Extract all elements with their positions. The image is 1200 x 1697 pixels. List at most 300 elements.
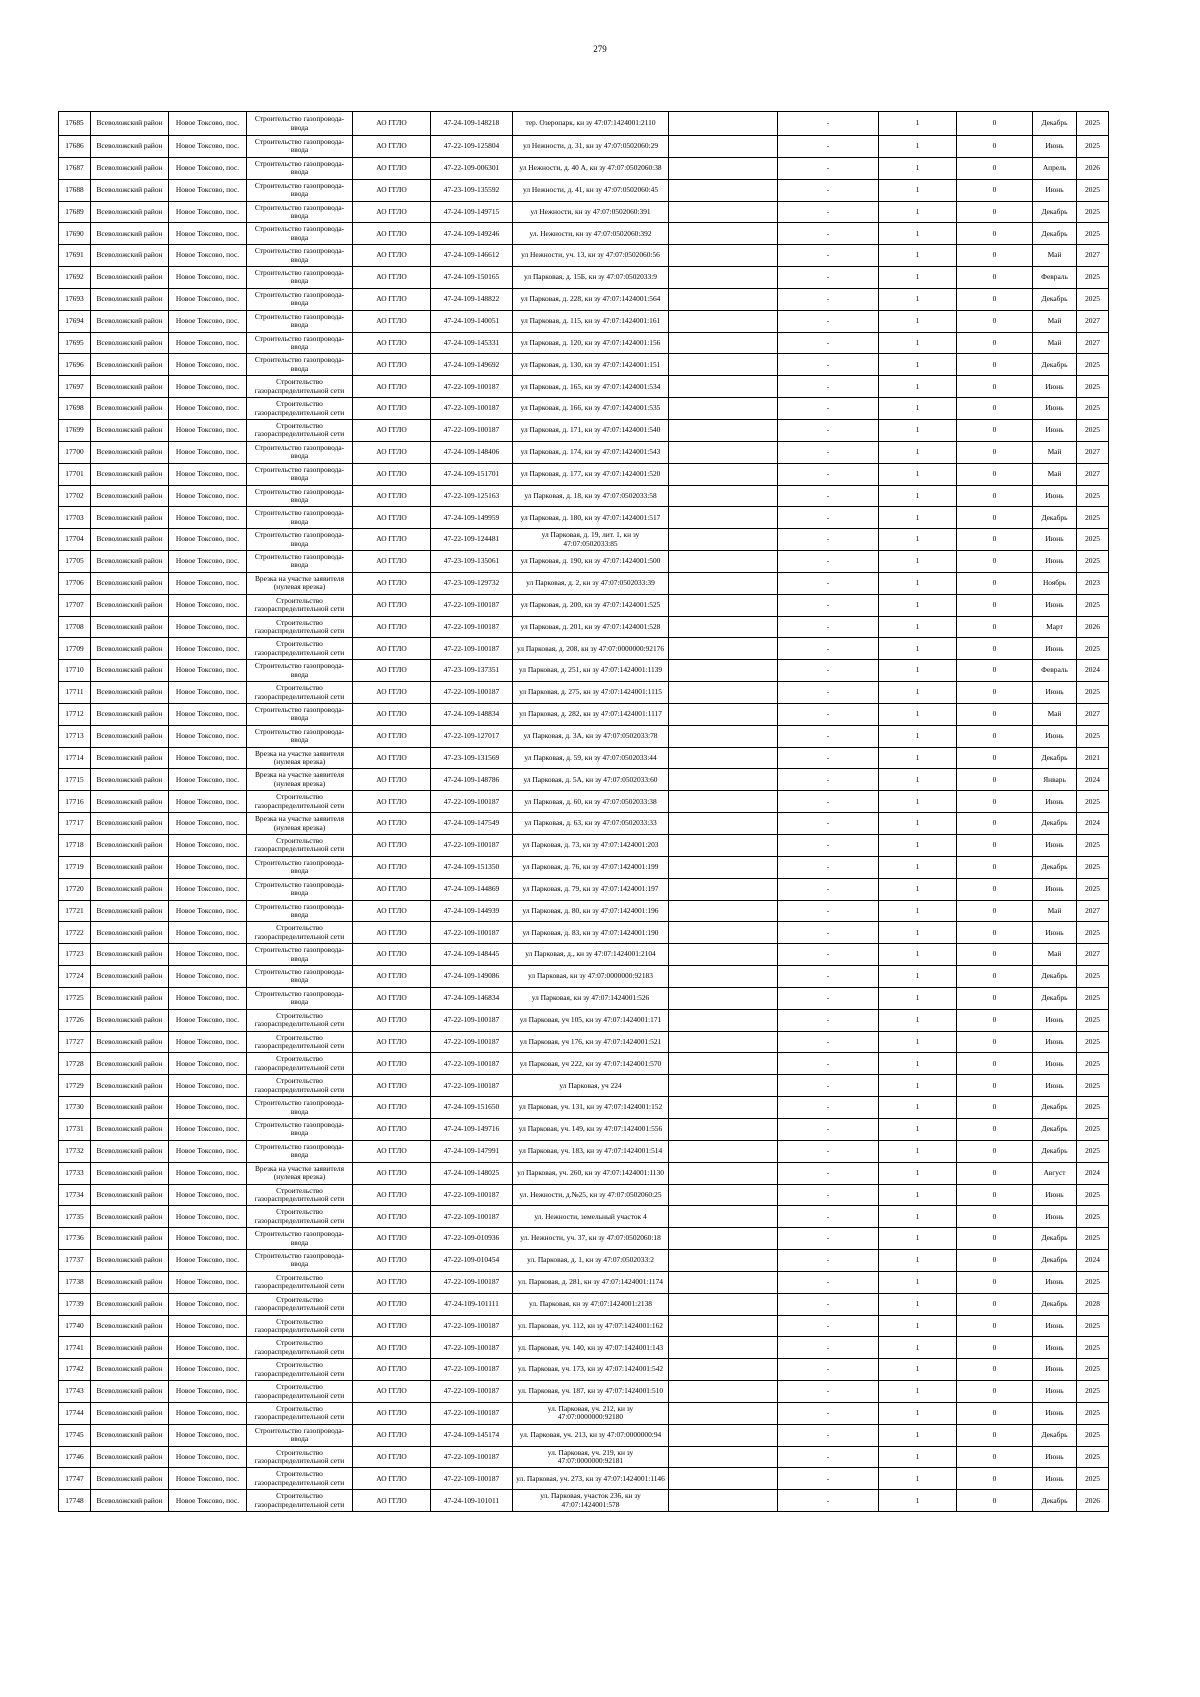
dash-cell: - [778,1402,879,1424]
month-cell: Декабрь [1033,1118,1077,1140]
row-number-cell: 17730 [59,1097,91,1119]
application-id-cell: 47-24-109-146612 [431,245,513,267]
settlement-cell: Новое Токсово, пос. [169,725,247,747]
dash-cell: - [778,1424,879,1446]
settlement-cell: Новое Токсово, пос. [169,769,247,791]
month-cell: Июнь [1033,791,1077,813]
operator-cell: АО ГГЛО [353,441,431,463]
year-cell: 2025 [1077,1402,1109,1424]
dash-cell: - [778,1250,879,1272]
table-row [59,267,1109,289]
dash-cell: - [778,332,879,354]
year-cell: 2025 [1077,223,1109,245]
operator-cell: АО ГГЛО [353,987,431,1009]
district-cell: Всеволожский район [91,354,169,376]
row-number-cell: 17696 [59,354,91,376]
application-id-cell: 47-22-109-010936 [431,1228,513,1250]
year-cell: 2028 [1077,1293,1109,1315]
work-type-cell: Строительство газопровода-ввода [247,332,353,354]
work-type-cell: Строительство газопровода-ввода [247,136,353,158]
zero-cell: 0 [957,1162,1033,1184]
operator-cell: АО ГГЛО [353,1118,431,1140]
row-number-cell: 17740 [59,1315,91,1337]
settlement-cell: Новое Токсово, пос. [169,1097,247,1119]
quantity-cell: 1 [879,856,957,878]
settlement-cell: Новое Токсово, пос. [169,463,247,485]
dash-cell: - [778,1468,879,1490]
month-cell: Декабрь [1033,1228,1077,1250]
blank-cell [669,835,778,857]
zero-cell: 0 [957,878,1033,900]
year-cell: 2024 [1077,769,1109,791]
application-id-cell: 47-24-109-147991 [431,1140,513,1162]
district-cell: Всеволожский район [91,1446,169,1468]
district-cell: Всеволожский район [91,136,169,158]
month-cell: Декабрь [1033,112,1077,136]
table-row [59,1053,1109,1075]
year-cell: 2027 [1077,441,1109,463]
address-cell: ул Парковая, уч 222, кн зу 47:07:1424001:570 [513,1053,669,1075]
quantity-cell: 1 [879,791,957,813]
address-cell: ул Нежности, д. 41, кн зу 47:07:0502060:45 [513,179,669,201]
work-type-cell: Строительство газопровода-ввода [247,179,353,201]
year-cell: 2025 [1077,878,1109,900]
quantity-cell: 1 [879,1118,957,1140]
zero-cell: 0 [957,223,1033,245]
zero-cell: 0 [957,987,1033,1009]
quantity-cell: 1 [879,1031,957,1053]
address-cell: ул Парковая, д. 2, кн зу 47:07:0502033:39 [513,572,669,594]
blank-cell [669,136,778,158]
row-number-cell: 17723 [59,944,91,966]
blank-cell [669,419,778,441]
district-cell: Всеволожский район [91,310,169,332]
zero-cell: 0 [957,703,1033,725]
year-cell: 2025 [1077,529,1109,551]
table-row [59,616,1109,638]
table-row [59,310,1109,332]
district-cell: Всеволожский район [91,1053,169,1075]
quantity-cell: 1 [879,922,957,944]
application-id-cell: 47-24-109-151650 [431,1097,513,1119]
address-cell: ул. Парковая, уч. 187, кн зу 47:07:1424001:510 [513,1381,669,1403]
dash-cell: - [778,223,879,245]
blank-cell [669,551,778,573]
application-id-cell: 47-22-109-100187 [431,376,513,398]
address-cell: ул Парковая, д., кн зу 47:07:1424001:2104 [513,944,669,966]
year-cell: 2025 [1077,398,1109,420]
year-cell: 2025 [1077,987,1109,1009]
operator-cell: АО ГГЛО [353,813,431,835]
operator-cell: АО ГГЛО [353,529,431,551]
address-cell: ул. Парковая, участок 236, кн зу 47:07:1424001:578 [513,1490,669,1512]
quantity-cell: 1 [879,223,957,245]
zero-cell: 0 [957,1250,1033,1272]
settlement-cell: Новое Токсово, пос. [169,1293,247,1315]
application-id-cell: 47-22-109-100187 [431,1337,513,1359]
address-cell: ул Нежности, уч. 13, кн зу 47:07:0502060:56 [513,245,669,267]
settlement-cell: Новое Токсово, пос. [169,1184,247,1206]
district-cell: Всеволожский район [91,112,169,136]
row-number-cell: 17710 [59,660,91,682]
blank-cell [669,507,778,529]
year-cell: 2025 [1077,856,1109,878]
district-cell: Всеволожский район [91,725,169,747]
application-id-cell: 47-24-109-149959 [431,507,513,529]
operator-cell: АО ГГЛО [353,179,431,201]
dash-cell: - [778,856,879,878]
blank-cell [669,332,778,354]
month-cell: Декабрь [1033,966,1077,988]
application-id-cell: 47-24-109-144869 [431,878,513,900]
quantity-cell: 1 [879,1184,957,1206]
month-cell: Декабрь [1033,813,1077,835]
district-cell: Всеволожский район [91,1468,169,1490]
application-id-cell: 47-22-109-100187 [431,594,513,616]
district-cell: Всеволожский район [91,441,169,463]
blank-cell [669,1009,778,1031]
district-cell: Всеволожский район [91,398,169,420]
blank-cell [669,769,778,791]
year-cell: 2025 [1077,1424,1109,1446]
table-row [59,1424,1109,1446]
page-number: 279 [593,44,607,54]
address-cell: ул Парковая, кн зу 47:07:1424001:526 [513,987,669,1009]
month-cell: Декабрь [1033,856,1077,878]
month-cell: Июнь [1033,1206,1077,1228]
table-row [59,1337,1109,1359]
operator-cell: АО ГГЛО [353,1315,431,1337]
address-cell: ул Парковая, д. 120, кн зу 47:07:1424001:156 [513,332,669,354]
dash-cell: - [778,835,879,857]
blank-cell [669,1097,778,1119]
address-cell: ул Парковая, д. 174, кн зу 47:07:1424001:543 [513,441,669,463]
month-cell: Февраль [1033,267,1077,289]
year-cell: 2027 [1077,310,1109,332]
address-cell: ул. Парковая, кн зу 47:07:1424001:2138 [513,1293,669,1315]
address-cell: ул Нежности, д. 31, кн зу 47:07:0502060:29 [513,136,669,158]
dash-cell: - [778,1009,879,1031]
blank-cell [669,1381,778,1403]
zero-cell: 0 [957,1381,1033,1403]
month-cell: Июнь [1033,1337,1077,1359]
operator-cell: АО ГГЛО [353,463,431,485]
quantity-cell: 1 [879,1250,957,1272]
row-number-cell: 17745 [59,1424,91,1446]
month-cell: Июнь [1033,398,1077,420]
quantity-cell: 1 [879,136,957,158]
district-cell: Всеволожский район [91,179,169,201]
blank-cell [669,966,778,988]
district-cell: Всеволожский район [91,1293,169,1315]
work-type-cell: Строительство газораспределительной сети [247,1337,353,1359]
row-number-cell: 17720 [59,878,91,900]
row-number-cell: 17685 [59,112,91,136]
settlement-cell: Новое Токсово, пос. [169,856,247,878]
work-type-cell: Строительство газораспределительной сети [247,1184,353,1206]
month-cell: Июнь [1033,878,1077,900]
quantity-cell: 1 [879,332,957,354]
table-row [59,376,1109,398]
settlement-cell: Новое Токсово, пос. [169,136,247,158]
address-cell: ул Парковая, д. 130, кн зу 47:07:1424001:151 [513,354,669,376]
quantity-cell: 1 [879,529,957,551]
district-cell: Всеволожский район [91,1490,169,1512]
table-row [59,747,1109,769]
dash-cell: - [778,922,879,944]
month-cell: Декабрь [1033,987,1077,1009]
blank-cell [669,1446,778,1468]
work-type-cell: Строительство газораспределительной сети [247,1031,353,1053]
quantity-cell: 1 [879,551,957,573]
dash-cell: - [778,725,879,747]
work-type-cell: Врезка на участке заявителя (нулевая врезка) [247,769,353,791]
district-cell: Всеволожский район [91,1250,169,1272]
application-id-cell: 47-24-109-151701 [431,463,513,485]
blank-cell [669,441,778,463]
application-id-cell: 47-24-109-147549 [431,813,513,835]
work-type-cell: Строительство газораспределительной сети [247,1053,353,1075]
address-cell: ул Парковая, д. 282, кн зу 47:07:1424001:1117 [513,703,669,725]
work-type-cell: Строительство газопровода-ввода [247,157,353,179]
dash-cell: - [778,1381,879,1403]
row-number-cell: 17724 [59,966,91,988]
work-type-cell: Строительство газопровода-ввода [247,900,353,922]
blank-cell [669,398,778,420]
operator-cell: АО ГГЛО [353,551,431,573]
month-cell: Апрель [1033,157,1077,179]
blank-cell [669,179,778,201]
work-type-cell: Строительство газопровода-ввода [247,245,353,267]
settlement-cell: Новое Токсово, пос. [169,1359,247,1381]
zero-cell: 0 [957,1097,1033,1119]
settlement-cell: Новое Токсово, пос. [169,1468,247,1490]
application-id-cell: 47-22-109-100187 [431,398,513,420]
operator-cell: АО ГГЛО [353,1381,431,1403]
zero-cell: 0 [957,1271,1033,1293]
table-row [59,245,1109,267]
operator-cell: АО ГГЛО [353,485,431,507]
year-cell: 2025 [1077,485,1109,507]
dash-cell: - [778,1490,879,1512]
operator-cell: АО ГГЛО [353,1206,431,1228]
zero-cell: 0 [957,682,1033,704]
blank-cell [669,1031,778,1053]
row-number-cell: 17727 [59,1031,91,1053]
year-cell: 2027 [1077,463,1109,485]
operator-cell: АО ГГЛО [353,419,431,441]
application-id-cell: 47-24-109-146834 [431,987,513,1009]
address-cell: ул Парковая, д. 171, кн зу 47:07:1424001:540 [513,419,669,441]
settlement-cell: Новое Токсово, пос. [169,900,247,922]
month-cell: Март [1033,616,1077,638]
table-row [59,594,1109,616]
work-type-cell: Строительство газораспределительной сети [247,398,353,420]
application-id-cell: 47-24-109-148822 [431,288,513,310]
zero-cell: 0 [957,310,1033,332]
year-cell: 2025 [1077,594,1109,616]
row-number-cell: 17718 [59,835,91,857]
blank-cell [669,463,778,485]
settlement-cell: Новое Токсово, пос. [169,1490,247,1512]
row-number-cell: 17719 [59,856,91,878]
row-number-cell: 17686 [59,136,91,158]
zero-cell: 0 [957,354,1033,376]
row-number-cell: 17731 [59,1118,91,1140]
year-cell: 2025 [1077,638,1109,660]
district-cell: Всеволожский район [91,747,169,769]
blank-cell [669,1053,778,1075]
work-type-cell: Строительство газопровода-ввода [247,725,353,747]
address-cell: ул Парковая, д. 80, кн зу 47:07:1424001:196 [513,900,669,922]
address-cell: ул. Нежности, уч. 37, кн зу 47:07:0502060:18 [513,1228,669,1250]
operator-cell: АО ГГЛО [353,616,431,638]
settlement-cell: Новое Токсово, пос. [169,376,247,398]
settlement-cell: Новое Токсово, пос. [169,1075,247,1097]
address-cell: ул Парковая, уч 105, кн зу 47:07:1424001:171 [513,1009,669,1031]
address-cell: ул Парковая, уч. 131, кн зу 47:07:1424001:152 [513,1097,669,1119]
row-number-cell: 17707 [59,594,91,616]
work-type-cell: Строительство газопровода-ввода [247,267,353,289]
blank-cell [669,1271,778,1293]
month-cell: Декабрь [1033,354,1077,376]
district-cell: Всеволожский район [91,1097,169,1119]
settlement-cell: Новое Токсово, пос. [169,1162,247,1184]
table-row [59,791,1109,813]
month-cell: Июнь [1033,551,1077,573]
year-cell: 2025 [1077,725,1109,747]
dash-cell: - [778,747,879,769]
zero-cell: 0 [957,1228,1033,1250]
address-cell: ул Парковая, уч. 149, кн зу 47:07:1424001:556 [513,1118,669,1140]
application-id-cell: 47-23-109-137351 [431,660,513,682]
year-cell: 2025 [1077,1381,1109,1403]
dash-cell: - [778,813,879,835]
table-row [59,1162,1109,1184]
quantity-cell: 1 [879,1053,957,1075]
year-cell: 2026 [1077,157,1109,179]
table-row [59,944,1109,966]
month-cell: Июнь [1033,1402,1077,1424]
work-type-cell: Врезка на участке заявителя (нулевая врезка) [247,1162,353,1184]
quantity-cell: 1 [879,813,957,835]
address-cell: ул Нежности, кн зу 47:07:0502060:391 [513,201,669,223]
dash-cell: - [778,529,879,551]
quantity-cell: 1 [879,1009,957,1031]
row-number-cell: 17722 [59,922,91,944]
blank-cell [669,529,778,551]
row-number-cell: 17691 [59,245,91,267]
district-cell: Всеволожский район [91,572,169,594]
operator-cell: АО ГГЛО [353,1250,431,1272]
blank-cell [669,791,778,813]
district-cell: Всеволожский район [91,1424,169,1446]
district-cell: Всеволожский район [91,616,169,638]
month-cell: Декабрь [1033,1293,1077,1315]
address-cell: ул. Парковая, уч. 212, кн зу 47:07:0000000:92180 [513,1402,669,1424]
quantity-cell: 1 [879,987,957,1009]
address-cell: ул. Парковая, д. 281, кн зу 47:07:1424001:1174 [513,1271,669,1293]
blank-cell [669,987,778,1009]
zero-cell: 0 [957,441,1033,463]
district-cell: Всеволожский район [91,1031,169,1053]
blank-cell [669,1490,778,1512]
gas-connection-register-table [58,111,1109,1512]
work-type-cell: Строительство газопровода-ввода [247,987,353,1009]
zero-cell: 0 [957,332,1033,354]
application-id-cell: 47-22-109-100187 [431,1206,513,1228]
application-id-cell: 47-22-109-100187 [431,1402,513,1424]
quantity-cell: 1 [879,594,957,616]
zero-cell: 0 [957,267,1033,289]
work-type-cell: Строительство газораспределительной сети [247,616,353,638]
work-type-cell: Строительство газопровода-ввода [247,944,353,966]
work-type-cell: Строительство газопровода-ввода [247,485,353,507]
dash-cell: - [778,136,879,158]
zero-cell: 0 [957,1468,1033,1490]
zero-cell: 0 [957,112,1033,136]
table-row [59,1402,1109,1424]
dash-cell: - [778,900,879,922]
quantity-cell: 1 [879,419,957,441]
application-id-cell: 47-24-109-140051 [431,310,513,332]
settlement-cell: Новое Токсово, пос. [169,813,247,835]
address-cell: ул Парковая, д. 275, кн зу 47:07:1424001:1115 [513,682,669,704]
operator-cell: АО ГГЛО [353,1140,431,1162]
settlement-cell: Новое Токсово, пос. [169,1402,247,1424]
quantity-cell: 1 [879,441,957,463]
application-id-cell: 47-22-109-100187 [431,1271,513,1293]
district-cell: Всеволожский район [91,1206,169,1228]
application-id-cell: 47-24-109-151350 [431,856,513,878]
work-type-cell: Строительство газораспределительной сети [247,1381,353,1403]
district-cell: Всеволожский район [91,1184,169,1206]
dash-cell: - [778,1359,879,1381]
settlement-cell: Новое Токсово, пос. [169,594,247,616]
work-type-cell: Строительство газораспределительной сети [247,1359,353,1381]
zero-cell: 0 [957,835,1033,857]
quantity-cell: 1 [879,660,957,682]
table-row [59,332,1109,354]
district-cell: Всеволожский район [91,987,169,1009]
year-cell: 2025 [1077,507,1109,529]
operator-cell: АО ГГЛО [353,638,431,660]
year-cell: 2025 [1077,551,1109,573]
year-cell: 2025 [1077,1140,1109,1162]
row-number-cell: 17693 [59,288,91,310]
application-id-cell: 47-22-109-125804 [431,136,513,158]
operator-cell: АО ГГЛО [353,1031,431,1053]
dash-cell: - [778,157,879,179]
month-cell: Декабрь [1033,1097,1077,1119]
dash-cell: - [778,179,879,201]
month-cell: Июнь [1033,1184,1077,1206]
settlement-cell: Новое Токсово, пос. [169,1118,247,1140]
blank-cell [669,485,778,507]
dash-cell: - [778,1162,879,1184]
year-cell: 2025 [1077,1446,1109,1468]
month-cell: Июнь [1033,529,1077,551]
district-cell: Всеволожский район [91,922,169,944]
settlement-cell: Новое Токсово, пос. [169,1424,247,1446]
quantity-cell: 1 [879,507,957,529]
settlement-cell: Новое Токсово, пос. [169,1009,247,1031]
settlement-cell: Новое Токсово, пос. [169,551,247,573]
address-cell: ул. Парковая, уч. 173, кн зу 47:07:1424001:542 [513,1359,669,1381]
work-type-cell: Строительство газопровода-ввода [247,856,353,878]
dash-cell: - [778,245,879,267]
quantity-cell: 1 [879,835,957,857]
